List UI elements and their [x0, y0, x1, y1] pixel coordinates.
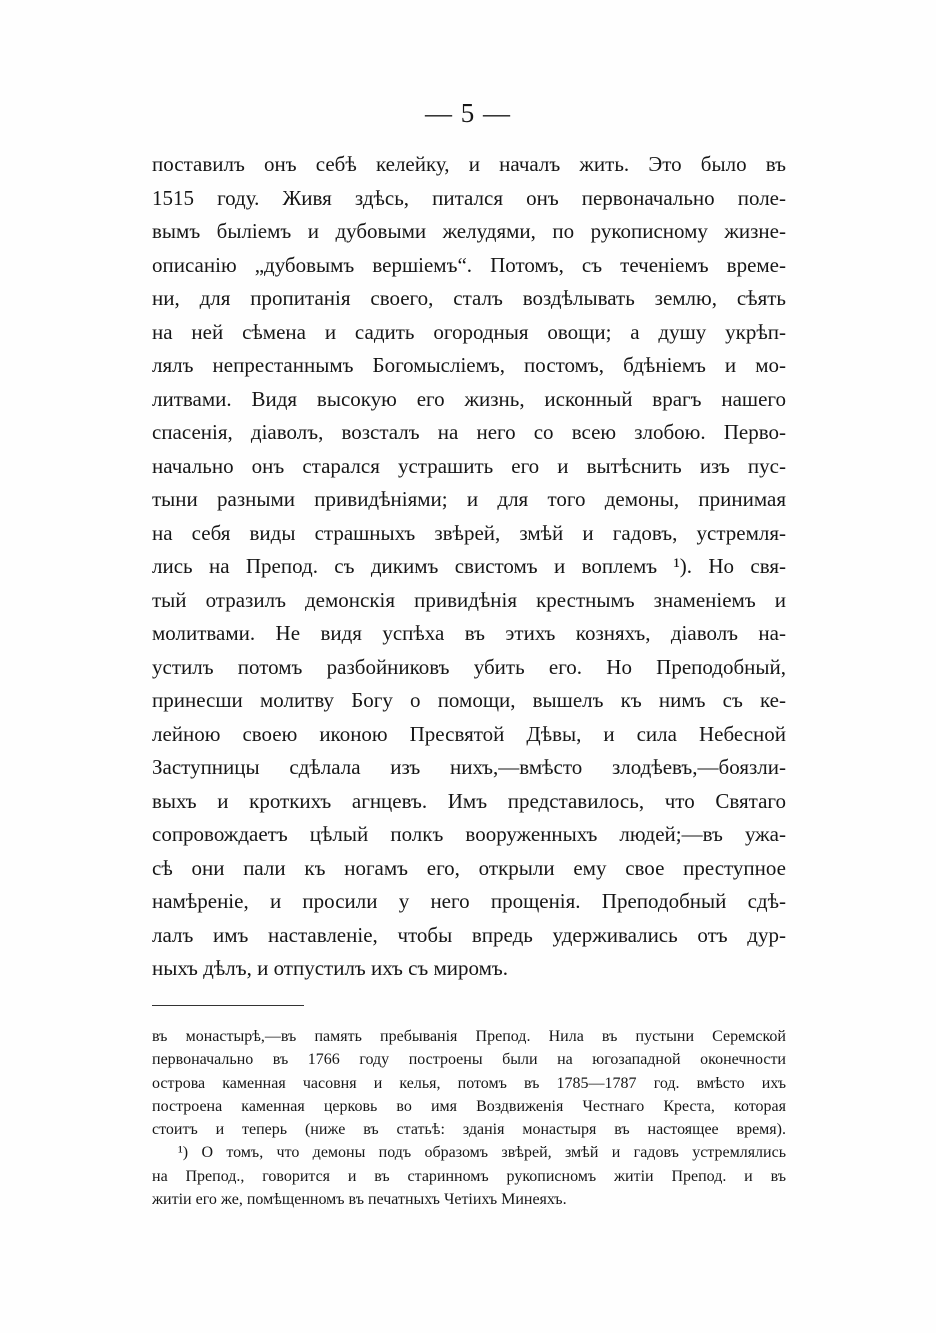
page-number: — 5 — — [425, 98, 511, 128]
footnote-1-line: ¹) О томъ, что демоны подъ образомъ звѣрей, змѣй и гадовъ устремлялись — [178, 1144, 786, 1162]
text-line: вымъ быліемъ и дубовыми желудями, по рукописному жизне- — [152, 219, 786, 243]
footnote-continuation-line: построена каменная церковь во имя Воздвиженія Честнаго Креста, которая — [152, 1097, 786, 1115]
text-line: на себя виды страшныхъ звѣрей, змѣй и гадовъ, устремля- — [152, 520, 786, 545]
footnote-1-line-last: житіи его же, помѣщенномъ въ печатныхъ Четіихъ Минеяхъ. — [152, 1191, 567, 1209]
text-line: лалъ имъ наставленіе, чтобы впредь удерживались отъ дур- — [152, 922, 786, 947]
footnote-continuation-line: первоначально въ 1766 году построены были на югозападной оконечности — [152, 1051, 786, 1069]
text-line: лейною своею иконою Пресвятой Дѣвы, и сила Небесной — [152, 721, 786, 746]
text-line: начально онъ старался устрашить его и вытѣснить изъ пус- — [152, 453, 786, 478]
text-line: молитвами. Не видя успѣха въ этихъ козняхъ, діаволъ на- — [152, 621, 786, 645]
footnote-continuation-line: въ монастырѣ,—въ память пребыванія Препод. Нила въ пустыни Серемской — [152, 1028, 786, 1045]
text-line: Заступницы сдѣлала изъ нихъ,—вмѣсто злодѣевъ,—боязли- — [152, 755, 786, 779]
text-line: принесши молитву Богу о помощи, вышелъ къ нимъ съ ке- — [152, 688, 786, 712]
footnote-1-line: на Препод., говорится и въ старинномъ рукописномъ житіи Препод. и въ — [152, 1167, 786, 1185]
text-line: литвами. Видя высокую его жизнь, исконный врагъ нашего — [152, 386, 786, 411]
text-line: лись на Препод. съ дикимъ свистомъ и воплемъ ¹). Но свя- — [152, 554, 786, 578]
text-line: устилъ потомъ разбойниковъ убить его. Но Преподобный, — [152, 654, 786, 679]
text-line: на ней сѣмена и садить огородныя овощи; а душу укрѣп- — [152, 319, 786, 344]
text-line: сопровождаетъ цѣлый полкъ вооруженныхъ людей;—въ ужа- — [152, 822, 786, 846]
text-line: выхъ и кроткихъ агнцевъ. Имъ представилось, что Святаго — [152, 788, 786, 813]
footnotes — [152, 1025, 786, 1211]
text-line: поставилъ онъ себѣ келейку, и началъ жить. Это было въ — [152, 152, 786, 176]
text-line: лялъ непрестаннымъ Богомысліемъ, постомъ, бдѣніемъ и мо- — [152, 353, 786, 377]
text-line: намѣреніе, и просили у него прощенія. Преподобный сдѣ- — [152, 889, 786, 913]
footnote-continuation-line: острова каменная часовня и келья, потомъ въ 1785—1787 год. вмѣсто ихъ — [152, 1074, 786, 1092]
text-line-last: ныхъ дѣлъ, и отпустилъ ихъ съ миромъ. — [152, 956, 509, 980]
text-line: сѣ они пали къ ногамъ его, открыли ему свое преступное — [152, 855, 786, 880]
text-line: тыни разными привидѣніями; и для того демоны, принимая — [152, 487, 786, 511]
main-text — [152, 148, 786, 986]
text-line: спасенія, діаволъ, возсталъ на него со всею злобою. Перво- — [152, 420, 786, 444]
text-line: описанію „дубовымъ вершіемъ“. Потомъ, съ теченіемъ време- — [152, 252, 786, 277]
text-line: 1515 году. Живя здѣсь, питался онъ первоначально поле- — [152, 185, 786, 210]
text-line: ни, для пропитанія своего, сталъ воздѣлывать землю, сѣять — [152, 286, 786, 310]
footnote-continuation-line: стоитъ и теперь (ниже въ статьѣ: зданія монастыря въ настоящее время). — [152, 1121, 786, 1139]
text-line: тый отразилъ демонскія привидѣнія крестнымъ знаменіемъ и — [152, 587, 786, 612]
footnote-divider — [152, 1005, 304, 1006]
